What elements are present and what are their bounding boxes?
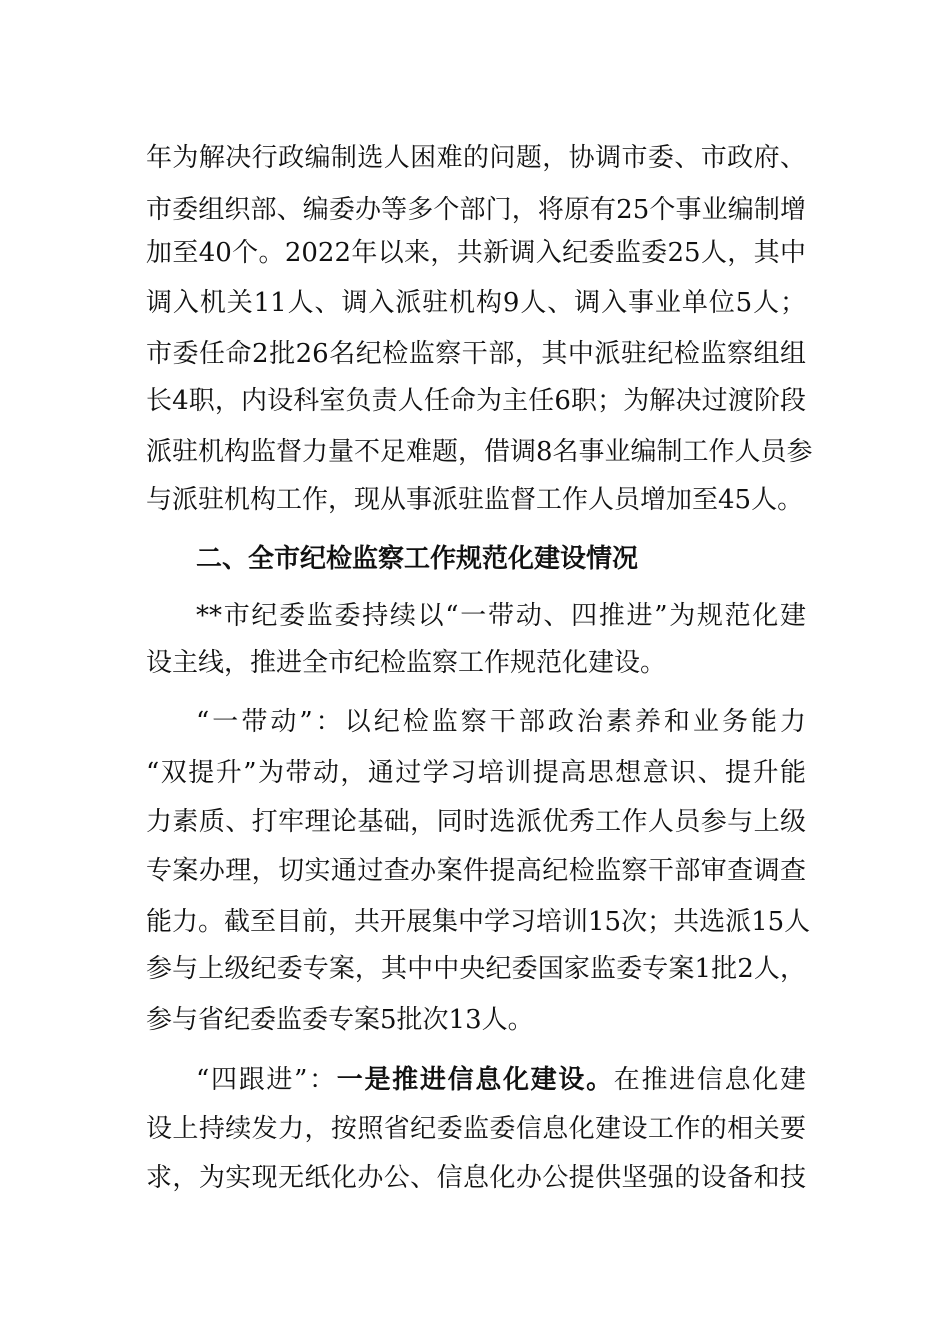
paragraph-2-line-1: **市纪委监委持续以“一带动、四推进”为规范化建 [196,601,806,631]
paragraph-3-line-3: 力素质、打牢理论基础，同时选派优秀工作人员参与上级 [146,807,806,837]
paragraph-4-line-3: 求，为实现无纸化办公、信息化办公提供坚强的设备和技 [146,1163,806,1193]
paragraph-3-line-6: 参与上级纪委专案，其中中央纪委国家监委专案1批2人， [146,954,806,984]
paragraph-3-line-2: “双提升”为带动，通过学习培训提高思想意识、提升能 [146,758,806,788]
paragraph-3-line-4: 专案办理，切实通过查办案件提高纪检监察干部审查调查 [146,856,806,886]
paragraph-4-prefix: “四跟进”： [196,1065,337,1095]
paragraph-3-line-1: “一带动”：以纪检监察干部政治素养和业务能力 [196,707,806,737]
paragraph-1-line-8: 与派驻机构工作，现从事派驻监督工作人员增加至45人。 [146,485,804,515]
section-heading: 二、全市纪检监察工作规范化建设情况 [196,544,639,574]
paragraph-1-line-2: 市委组织部、编委办等多个部门，将原有25个事业编制增 [146,195,806,225]
paragraph-4-suffix: 在推进信息化建 [613,1065,806,1095]
paragraph-1-line-5: 市委任命2批26名纪检监察干部，其中派驻纪检监察组组 [146,339,806,369]
paragraph-1-line-3: 加至40个。2022年以来，共新调入纪委监委25人，其中 [146,238,806,268]
paragraph-4-bold-lead: 一是推进信息化建设。 [336,1065,614,1095]
paragraph-3-line-5: 能力。截至目前，共开展集中学习培训15次；共选派15人 [146,907,811,937]
paragraph-1-line-4: 调入机关11人、调入派驻机构9人、调入事业单位5人； [146,288,806,318]
paragraph-4-line-1 [196,1064,806,1096]
paragraph-1-line-6: 长4职，内设科室负责人任命为主任6职；为解决过渡阶段 [146,386,806,416]
paragraph-4-line-2: 设上持续发力，按照省纪委监委信息化建设工作的相关要 [146,1114,806,1144]
paragraph-2-line-2: 设主线，推进全市纪检监察工作规范化建设。 [146,648,667,678]
paragraph-1-line-7: 派驻机构监督力量不足难题，借调8名事业编制工作人员参 [146,437,813,467]
paragraph-3-line-7: 参与省纪委监委专案5批次13人。 [146,1005,534,1035]
paragraph-1-line-1: 年为解决行政编制选人困难的问题，协调市委、市政府、 [146,143,806,173]
